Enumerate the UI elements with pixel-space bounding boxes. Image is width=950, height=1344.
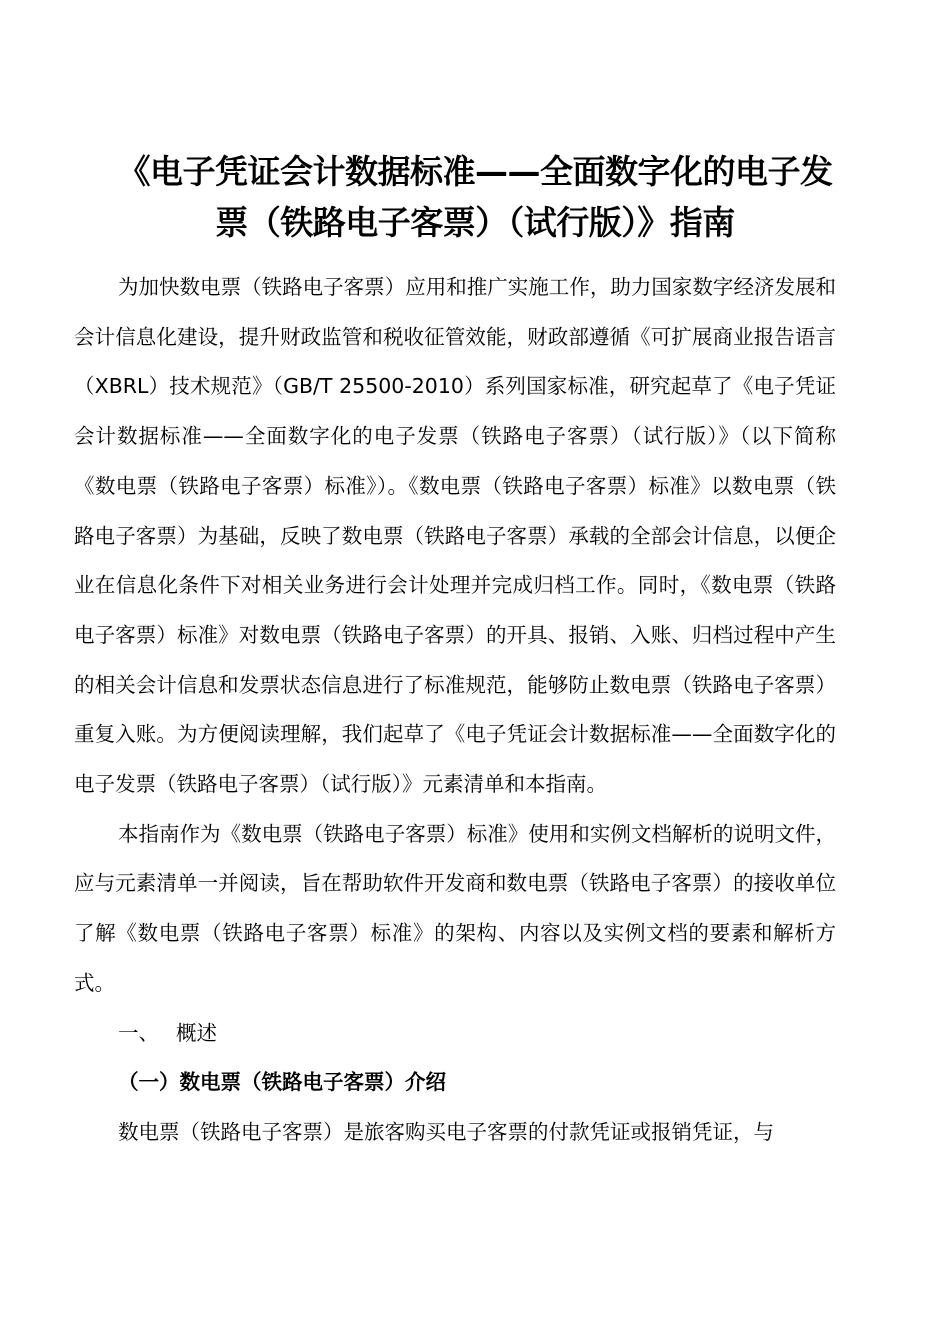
paragraph-intro: 为加快数电票（铁路电子客票）应用和推广实施工作，助力国家数字经济发展和会计信息化建设，提升财政监管和税收征管效能，财政部遵循《可扩展商业报告语言（XBRL）技术规范》（GB/T 25500-2010）系列国家标准，研究起草了《电子凭证会计数据标准——全面数字化的电子发票（铁路电子客票）（试行版）》（以下简称《数电票（铁路电子客票）标准》）。《数电票（铁路电子客票）标准》以数电票（铁路电子客票）为基础，反映了数电票（铁路电子客票）承载的全部会计信息，以便企业在信息化条件下对相关业务进行会计处理并完成归档工作。同时，《数电票（铁路电子客票）标准》对数电票（铁路电子客票）的开具、报销、入账、归档过程中产生的相关会计信息和发票状态信息进行了标准规范，能够防止数电票（铁路电子客票）重复入账。为方便阅读理解，我们起草了《电子凭证会计数据标准——全面数字化的电子发票（铁路电子客票）（试行版）》元素清单和本指南。 bbox=[74, 275, 836, 797]
document-title-line-2: 票（铁路电子客票）（试行版）》指南 bbox=[215, 203, 735, 242]
paragraph-purpose: 本指南作为《数电票（铁路电子客票）标准》使用和实例文档解析的说明文件，应与元素清单一并阅读，旨在帮助软件开发商和数电票（铁路电子客票）的接收单位了解《数电票（铁路电子客票）标准》的架构、内容以及实例文档的要素和解析方式。 bbox=[74, 821, 836, 995]
paragraph-introduction-start: 数电票（铁路电子客票）是旅客购买电子客票的付款凭证或报销凭证，与 bbox=[118, 1119, 774, 1144]
section-number: 一、 bbox=[118, 1020, 159, 1045]
document-title bbox=[60, 146, 890, 248]
section-title: 概述 bbox=[176, 1020, 217, 1045]
document-body bbox=[74, 263, 836, 1158]
subsection-heading-introduction: （一）数电票（铁路电子客票）介绍 bbox=[118, 1070, 446, 1095]
document-title-line-1: 《电子凭证会计数据标准——全面数字化的电子发 bbox=[117, 152, 833, 191]
section-heading-overview bbox=[74, 1009, 836, 1059]
